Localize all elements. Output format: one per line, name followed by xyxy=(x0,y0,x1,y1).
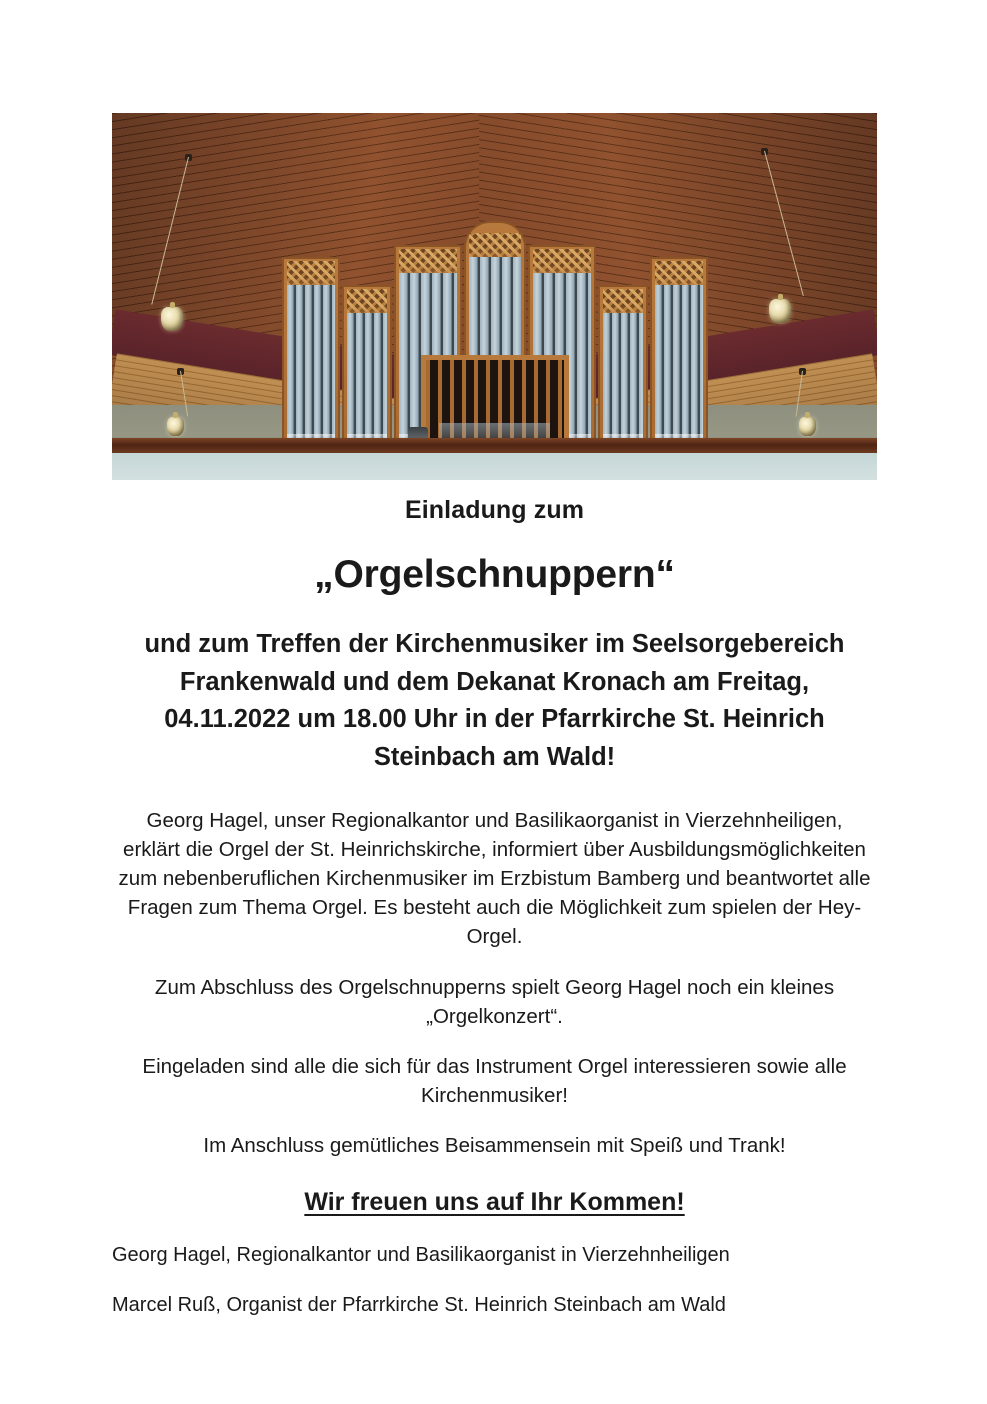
organ-pipes-6 xyxy=(603,313,643,453)
organ-pipes-1 xyxy=(287,285,335,453)
organ-tower-6 xyxy=(598,285,648,453)
page-title: „Orgelschnuppern“ xyxy=(314,553,675,597)
flyer-text-content xyxy=(112,495,877,1341)
gallery-rail xyxy=(112,438,877,453)
lamp-glass-shade xyxy=(799,417,816,436)
organ-photograph xyxy=(112,113,877,480)
photo-scene xyxy=(112,113,877,480)
organ-pipes-2 xyxy=(347,313,387,453)
body-paragraph-1: Georg Hagel, unser Regionalkantor und Basilikaorganist in Vierzehnheiligen, erklärt die Orgel der St. Heinrichskirche, informiert über Ausbildungsmöglichkeiten zum nebenberuflichen Kirchenmusiker im Erzbistum Bamberg und beantwortet alle Fragen zum Thema Orgel. Es besteht auch die Möglichkeit zum spielen der Hey-Orgel. xyxy=(118,808,871,949)
event-subtitle: und zum Treffen der Kirchenmusiker im Seelsorgebereich Frankenwald und dem Dekanat Kronach am Freitag, 04.11.2022 um 18.00 Uhr in der Pfarrkirche St. Heinrich Steinbach am Wald! xyxy=(144,630,845,771)
invitation-line: Einladung zum xyxy=(404,496,585,524)
lamp-glass-shade xyxy=(769,299,791,323)
closing-statement: Wir freuen uns auf Ihr Kommen! xyxy=(304,1188,685,1217)
body-paragraph-3: Eingeladen sind alle die sich für das Instrument Orgel interessieren sowie alle Kirchenmusiker! xyxy=(142,1054,847,1107)
body-paragraph-4: Im Anschluss gemütliches Beisammensein mit Speiß und Trank! xyxy=(203,1133,786,1157)
body-paragraph-2: Zum Abschluss des Orgelschnupperns spielt Georg Hagel noch ein kleines „Orgelkonzert“. xyxy=(154,975,835,1028)
wall-below-gallery xyxy=(112,453,877,480)
organ-tower-2 xyxy=(342,285,392,453)
signature-line-1: Georg Hagel, Regionalkantor und Basilikaorganist in Vierzehnheiligen xyxy=(112,1244,730,1267)
signature-line-2: Marcel Ruß, Organist der Pfarrkirche St. Heinrich Steinbach am Wald xyxy=(112,1294,726,1317)
lamp-glass-shade xyxy=(161,307,183,331)
organ-pipes-7 xyxy=(655,285,703,453)
lamp-glass-shade xyxy=(167,417,184,436)
organ-tower-1 xyxy=(282,257,340,453)
organ-tower-7 xyxy=(650,257,708,453)
pipe-organ xyxy=(280,221,710,453)
